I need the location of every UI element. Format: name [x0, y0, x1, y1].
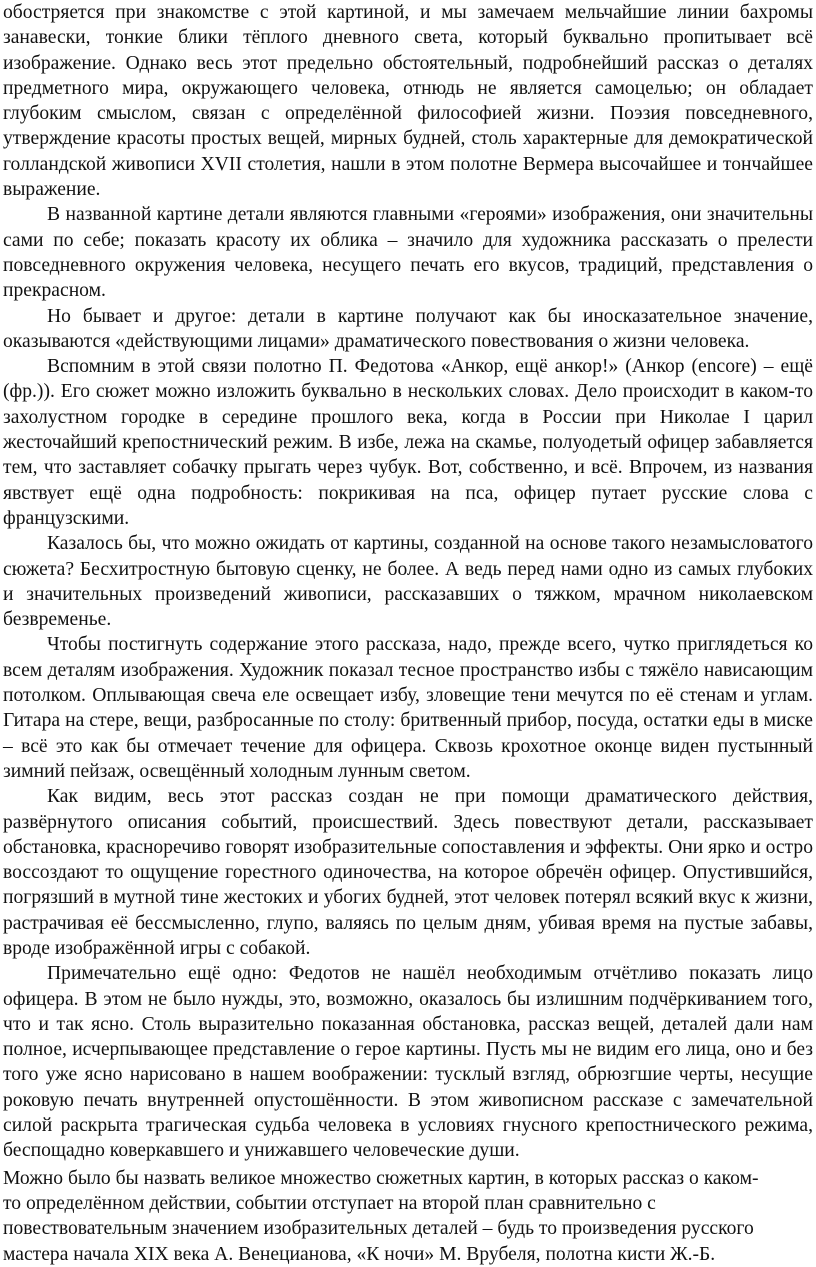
paragraph-9-line-4: мастера начала XIX века А. Венецианова, «К ночи» М. Врубеля, полотна кисти Ж.-Б.	[3, 1243, 716, 1265]
paragraph-3: Но бывает и другое: детали в картине получают как бы иносказательное значение, оказываются «действующими лицами» драматического повествования о жизни человека.	[3, 305, 813, 352]
paragraph-6: Чтобы постигнуть содержание этого рассказа, надо, прежде всего, чутко приглядеться ко всем деталям изображения. Художник показал тесное пространство избы с тяжёло нависающим потолком. Оплывающая свеча еле освещает избу, зловещие тени мечутся по её стенам и углам. Гитара на стере, вещи, разбросанные по столу: бритвенный прибор, посуда, остатки еды в миске – всё это как бы отмечает течение для офицера. Сквозь крохотное оконце виден пустынный зимний пейзаж, освещённый холодным лунным светом.	[3, 634, 813, 782]
paragraph-1: обостряется при знакомстве с этой картиной, и мы замечаем мельчайшие линии бахромы занавески, тонкие блики тёплого дневного света, который буквально пропитывает всё изображение. Однако весь этот предельно обстоятельный, подробнейший рассказ о деталях предметного мира, окружающего человека, отнюдь не является самоцелью; он обладает глубоким смыслом, связан с определённой философией жизни. Поэзия повседневного, утверждение красоты простых вещей, мирных будней, столь характерные для демократической голландской живописи XVII столетия, нашли в этом полотне Вермера высочайшее и тончайшее выражение.	[3, 2, 813, 201]
paragraph-9-line-1: Можно было бы назвать великое множество сюжетных картин, в которых рассказ о каком-	[3, 1167, 759, 1189]
paragraph-7: Как видим, весь этот рассказ создан не при помощи драматического действия, развёрнутого описания событий, происшествий. Здесь повествуют детали, рассказывает обстановка, красноречиво говорят изобразительные сопоставления и эффекты. Они ярко и остро воссоздают то ощущение горестного одиночества, на которое обречён офицер. Опустившийся, погрязший в мутной тине жестоких и убогих будней, этот человек потерял всякий вкус к жизни, растрачивая её бессмысленно, глупо, валяясь по целым дням, убивая время на пустые забавы, вроде изображённой игры с собакой.	[3, 786, 813, 959]
paragraph-9	[3, 1166, 813, 1267]
paragraph-8: Примечательно ещё одно: Федотов не нашёл необходимым отчётливо показать лицо офицера. В этом не было нужды, это, возможно, оказалось бы излишним подчёркиванием того, что и так ясно. Столь выразительно показанная обстановка, рассказ вещей, деталей дали нам полное, исчерпывающее представление о герое картины. Пусть мы не видим его лица, оно и без того уже ясно нарисовано в нашем воображении: тусклый взгляд, обрюзгшие черты, несущие роковую печать внутренней опустошённости. В этом живописном рассказе с замечательной силой раскрыта трагическая судьба человека в условиях гнусного крепостнического режима, беспощадно коверкавшего и унижавшего человеческие души.	[3, 963, 813, 1162]
paragraph-2: В названной картине детали являются главными «героями» изображения, они значительны сами по себе; показать красоту их облика – значило для художника рассказать о прелести повседневного окружения человека, несущего печать его вкусов, традиций, представления о прекрасном.	[3, 204, 813, 302]
paragraph-4: Вспомним в этой связи полотно П. Федотова «Анкор, ещё анкор!» (Анкор (encore) – ещё (фр.)). Его сюжет можно изложить буквально в нескольких словах. Дело происходит в каком-то захолустном городке в середине прошлого века, когда в России при Николае I царил жесточайший крепостнический режим. В избе, лежа на скамье, полуодетый офицер забавляется тем, что заставляет собачку прыгать через чубук. Вот, собственно, и всё. Впрочем, из названия явствует ещё одна подробность: покрикивая на пса, офицер путает русские слова с французскими.	[3, 356, 813, 529]
paragraph-9-line-3: повествовательным значением изобразительных деталей – будь то произведения русского	[3, 1218, 754, 1240]
paragraph-5: Казалось бы, что можно ожидать от картины, созданной на основе такого незамысловатого сюжета? Бесхитростную бытовую сценку, не более. А ведь перед нами одно из самых глубоких и значительных произведений живописи, рассказавших о тяжком, мрачном николаевском безвременье.	[3, 533, 813, 631]
paragraph-9-line-2: то определённом действии, событии отступает на второй план сравнительно с	[3, 1192, 656, 1214]
